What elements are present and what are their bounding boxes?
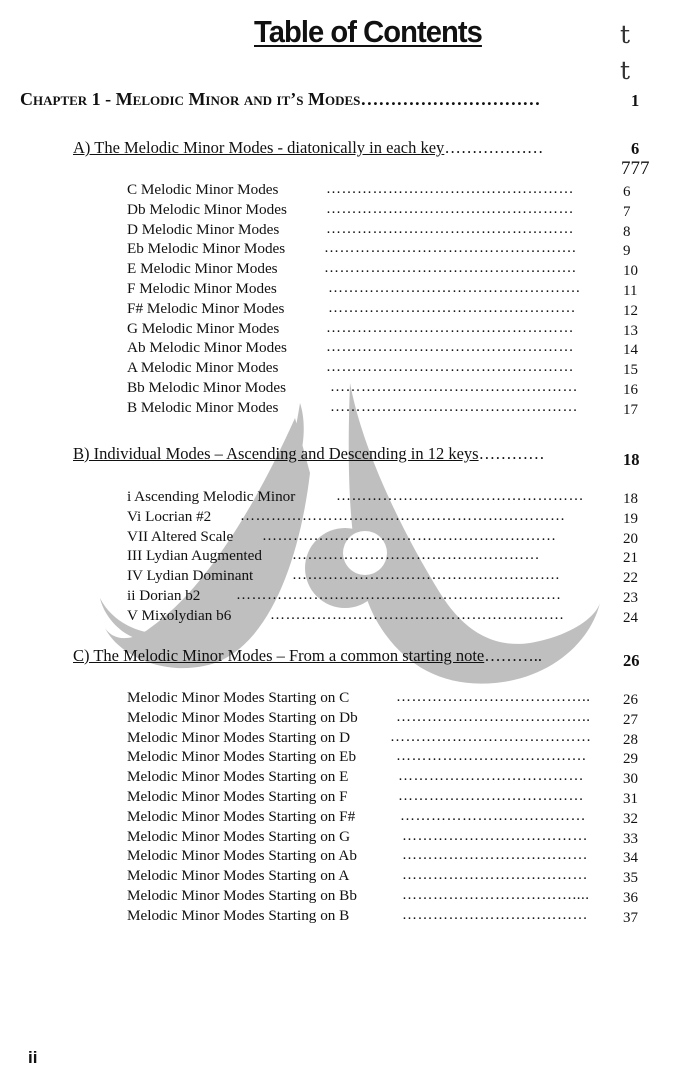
toc-entry-page: 37 xyxy=(623,909,638,926)
section-b-heading[interactable] xyxy=(73,444,545,464)
toc-entry-page: 36 xyxy=(623,890,638,906)
toc-entry-label: B Melodic Minor Modes xyxy=(127,398,279,416)
section-c-page: 26 xyxy=(623,651,640,670)
toc-entry-page: 17 xyxy=(623,401,638,418)
section-a-dots: ……………… xyxy=(444,138,544,157)
section-a-label: A) The Melodic Minor Modes - diatonically in each key xyxy=(73,138,445,157)
page-title: Table of Contents xyxy=(254,14,482,49)
toc-entry-dots: ………………………………………………… xyxy=(270,606,565,623)
toc-entry-label: F# Melodic Minor Modes xyxy=(127,299,285,317)
toc-entry-dots: ………………………………………… xyxy=(326,319,574,336)
toc-entry-label: Melodic Minor Modes Starting on Ab xyxy=(127,847,357,865)
toc-entry-page: 14 xyxy=(623,342,638,359)
toc-entry-dots: ………………………………………… xyxy=(326,200,574,217)
toc-entry-dots: ………………………………………………… xyxy=(262,527,557,544)
toc-entry-page: 29 xyxy=(623,751,638,768)
toc-entry-label: Melodic Minor Modes Starting on Bb xyxy=(127,887,357,904)
toc-entry-dots: …………………………….... xyxy=(402,887,590,903)
toc-entry-label: ii Dorian b2 xyxy=(127,587,201,604)
toc-entry-label: Ab Melodic Minor Modes xyxy=(127,339,287,357)
toc-entry-label: Melodic Minor Modes Starting on Eb xyxy=(127,748,357,766)
toc-entry-page: 20 xyxy=(623,530,638,547)
toc-entry-page: 7 xyxy=(623,203,631,220)
toc-entry-label: VII Altered Scale xyxy=(127,527,234,545)
margin-mark-2: t xyxy=(620,56,631,85)
toc-entry-page: 24 xyxy=(623,609,638,626)
toc-entry-page: 9 xyxy=(623,243,631,260)
toc-entry-dots: ……………………………… xyxy=(398,768,584,785)
toc-entry-dots: ……………………………………………………… xyxy=(240,507,566,524)
toc-entry-page: 12 xyxy=(623,302,638,319)
toc-entry-page: 6 xyxy=(623,184,631,200)
toc-entry-label: F Melodic Minor Modes xyxy=(127,280,277,297)
chapter-heading[interactable] xyxy=(20,89,540,110)
toc-entry-label: Melodic Minor Modes Starting on G xyxy=(127,827,351,845)
toc-entry-label: Vi Locrian #2 xyxy=(127,507,212,525)
toc-entry-dots: ………………………………………… xyxy=(326,339,574,356)
toc-entry-label: III Lydian Augmented xyxy=(127,547,262,565)
toc-entry-label: V Mixolydian b6 xyxy=(127,606,232,624)
toc-entry-label: Melodic Minor Modes Starting on Db xyxy=(127,708,358,726)
section-a-extra: 777 xyxy=(621,158,650,179)
toc-entry-label: Melodic Minor Modes Starting on B xyxy=(127,906,350,924)
toc-entry-dots: ………………………………………… xyxy=(330,398,578,415)
section-a-heading[interactable] xyxy=(73,138,543,158)
toc-entry-dots: ……………………………… xyxy=(400,807,586,824)
toc-entry-dots: ……………………………………………. xyxy=(292,567,560,584)
toc-entry-label: Melodic Minor Modes Starting on F# xyxy=(127,807,356,825)
toc-entry-dots: ………………………………………… xyxy=(326,220,574,237)
toc-entry-label: A Melodic Minor Modes xyxy=(127,359,279,377)
section-c-label: C) The Melodic Minor Modes – From a common starting note xyxy=(73,646,485,665)
toc-entry-dots: ……………………………… xyxy=(402,906,588,923)
toc-entry-page: 28 xyxy=(623,731,638,748)
toc-entry-dots: ………………………………………… xyxy=(326,359,574,376)
toc-entry-dots: ……………………………….. xyxy=(396,708,591,725)
toc-entry-dots: ……………………………… xyxy=(402,847,588,864)
toc-entry-page: 8 xyxy=(623,223,631,240)
toc-entry-page: 26 xyxy=(623,692,638,708)
footer-page-number: ii xyxy=(28,1048,38,1067)
toc-entry-dots: ……………………………… xyxy=(402,867,588,884)
toc-entry-label: Melodic Minor Modes Starting on D xyxy=(127,728,351,746)
toc-entry-label: Bb Melodic Minor Modes xyxy=(127,379,287,396)
toc-entry-label: i Ascending Melodic Minor xyxy=(127,488,296,505)
toc-entry-page: 15 xyxy=(623,362,638,379)
chapter-label: Chapter 1 - Melodic Minor and it’s Modes xyxy=(20,89,361,109)
toc-entry-dots: ………………………………………… xyxy=(326,181,574,197)
toc-entry-label: Melodic Minor Modes Starting on C xyxy=(127,689,350,706)
section-b-dots: ………… xyxy=(478,444,545,463)
toc-entry-page: 18 xyxy=(623,491,638,507)
toc-entry-label: Melodic Minor Modes Starting on F xyxy=(127,788,348,805)
toc-entry-dots: ………………………………………… xyxy=(292,547,540,564)
toc-entry-page: 23 xyxy=(623,590,638,606)
toc-entry-label: D Melodic Minor Modes xyxy=(127,220,280,238)
toc-entry-dots: ………………………………………… xyxy=(330,379,578,395)
toc-entry-dots: …………………………………………. xyxy=(324,260,577,277)
toc-entry-page: 10 xyxy=(623,263,638,280)
section-c-dots: ……….. xyxy=(484,646,542,665)
toc-entry-page: 30 xyxy=(623,771,638,788)
toc-entry-label: IV Lydian Dominant xyxy=(127,567,254,585)
toc-entry-label: Melodic Minor Modes Starting on A xyxy=(127,867,350,885)
toc-entry-dots: ……………………………….. xyxy=(396,689,591,705)
toc-entry-page: 21 xyxy=(623,550,638,567)
toc-entry-dots: ……………………………… xyxy=(398,788,584,804)
margin-mark-1: t xyxy=(620,20,631,49)
chapter-page: 1 xyxy=(631,91,640,110)
toc-entry-page: 34 xyxy=(623,850,638,867)
toc-entry-dots: ………………………………. xyxy=(396,748,587,765)
toc-entry-dots: ………………………………………… xyxy=(336,488,584,504)
toc-entry-page: 31 xyxy=(623,791,638,807)
toc-entry-dots: ………………………………… xyxy=(390,728,592,745)
toc-entry-label: Eb Melodic Minor Modes xyxy=(127,240,286,258)
toc-entry-label: Melodic Minor Modes Starting on E xyxy=(127,768,349,786)
toc-entry-page: 32 xyxy=(623,810,638,827)
chapter-dots: ………………………… xyxy=(360,89,541,109)
toc-entry-page: 22 xyxy=(623,570,638,587)
toc-entry-dots: ……………………………………………………… xyxy=(236,587,562,603)
toc-entry-page: 13 xyxy=(623,322,638,339)
toc-entry-label: E Melodic Minor Modes xyxy=(127,260,278,278)
section-b-page: 18 xyxy=(623,450,640,469)
toc-entry-dots: ………………………………………… xyxy=(328,299,576,316)
toc-entry-dots: ……………………………… xyxy=(402,827,588,844)
toc-entry-dots: …………………………………………. xyxy=(328,280,581,296)
toc-entry-page: 35 xyxy=(623,870,638,887)
toc-entry-label: G Melodic Minor Modes xyxy=(127,319,280,337)
section-a-page: 6 xyxy=(631,139,640,158)
toc-entry-dots: …………………………………………. xyxy=(324,240,577,257)
toc-entry-page: 33 xyxy=(623,830,638,847)
section-b-label: B) Individual Modes – Ascending and Descending in 12 keys xyxy=(73,444,479,463)
toc-entry-page: 16 xyxy=(623,382,638,398)
toc-entry-page: 19 xyxy=(623,510,638,527)
toc-entry-page: 11 xyxy=(623,283,638,299)
toc-entry-page: 27 xyxy=(623,711,638,728)
section-c-heading[interactable] xyxy=(73,646,542,666)
toc-entry-label: Db Melodic Minor Modes xyxy=(127,200,287,218)
toc-entry-label: C Melodic Minor Modes xyxy=(127,181,279,198)
